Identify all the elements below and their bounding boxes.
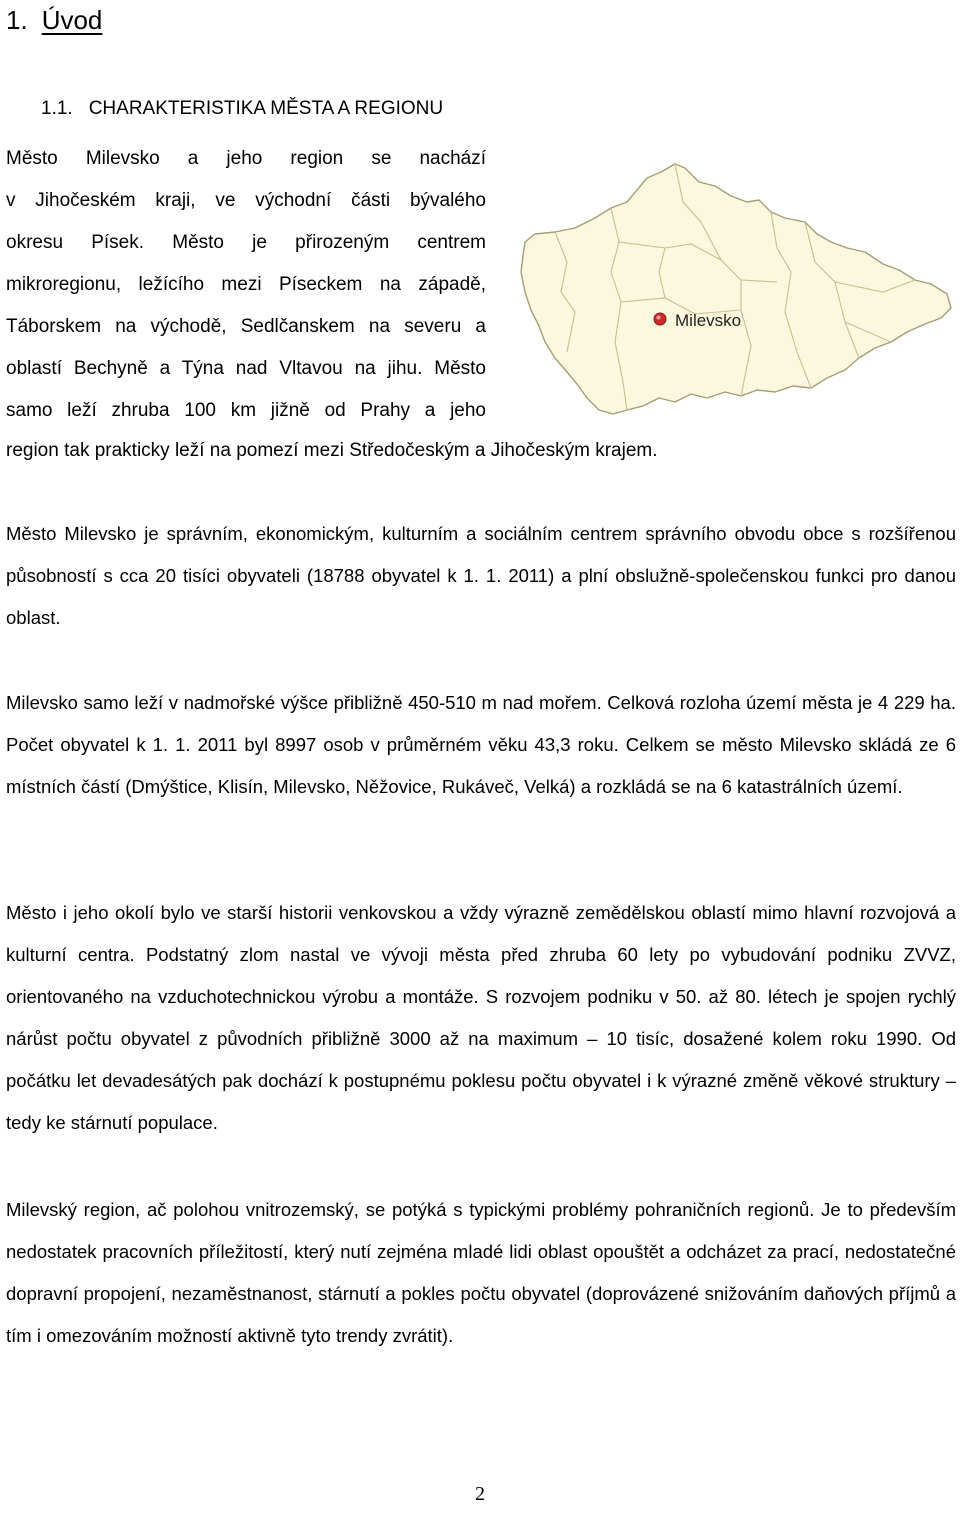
chapter-title: Úvod (41, 5, 103, 35)
section-number: 1.1. (41, 98, 73, 119)
paragraph-regional-problems: Milevský region, ač polohou vnitrozemský, se potýká s typickými problémy pohraničních regionů. Je to především nedostatek pracovních příležitostí, který nutí zejména mladé lidi oblast opouštět a odcházet za prací, nedostatečné dopravní propojení, nezaměstnanost, stárnutí a pokles počtu obyvatel (doprovázené snižováním daňových příjmů a tím i omezováním možností aktivně tyto trendy zvrátit). (6, 1199, 956, 1346)
intro-line: samo leží zhruba 100 km jižně od Prahy a jeho (6, 400, 486, 421)
intro-line: mikroregionu, ležícího mezi Píseckem na západě, (6, 274, 486, 295)
czech-map (515, 152, 955, 420)
intro-line: oblastí Bechyně a Týna nad Vltavou na jihu. Město (6, 358, 486, 379)
intro-tail-line: region tak prakticky leží na pomezí mezi Středočeským a Jihočeským krajem. (6, 440, 658, 461)
chapter-heading (6, 2, 102, 38)
section-title: CHARAKTERISTIKA MĚSTA A REGIONU (88, 98, 444, 119)
intro-line: okresu Písek. Město je přirozeným centrem (6, 232, 486, 253)
milevsko-label: Milevsko (675, 311, 742, 330)
intro-line: Město Milevsko a jeho region se nachází (6, 148, 486, 169)
paragraph-history: Město i jeho okolí bylo ve starší historii venkovskou a vždy výrazně zemědělskou oblastí mimo hlavní rozvojová a kulturní centra. Podstatný zlom nastal ve vývoji města před zhruba 60 lety po vybudování podniku ZVVZ, orientovaného na vzduchotechnickou výrobu a montáže. S rozvojem podniku v 50. až 80. létech je spojen rychlý nárůst počtu obyvatel z původních přibližně 3000 až na maximum – 10 tisíc, dosažené kolem roku 1990. Od počátku let devadesátých pak dochází k postupnému poklesu počtu obyvatel i k výrazné změně věkové struktury – tedy ke stárnutí populace. (6, 902, 956, 1133)
intro-paragraph (6, 138, 486, 432)
milevsko-marker (654, 313, 666, 325)
page-number: 2 (475, 1483, 485, 1505)
intro-line: v Jihočeském kraji, ve východní části bývalého (6, 190, 486, 211)
paragraph-administrative-center: Město Milevsko je správním, ekonomickým, kulturním a sociálním centrem správního obvodu obce s rozšířenou působností s cca 20 tisíci obyvateli (18788 obyvatel k 1. 1. 2011) a plní obslužně-společenskou funkci pro danou oblast. (6, 523, 956, 628)
map-country-shape (521, 164, 951, 414)
paragraph-geography: Milevsko samo leží v nadmořské výšce přibližně 450-510 m nad mořem. Celková rozloha území města je 4 229 ha. Počet obyvatel k 1. 1. 2011 byl 8997 osob v průměrném věku 43,3 roku. Celkem se město Milevsko skládá ze 6 místních částí (Dmýštice, Klisín, Milevsko, Něžovice, Rukáveč, Velká) a rozkládá se na 6 katastrálních území. (6, 692, 956, 797)
chapter-number: 1. (6, 5, 28, 35)
section-heading (41, 95, 443, 123)
intro-line: Táborskem na východě, Sedlčanskem na severu a (6, 316, 486, 337)
